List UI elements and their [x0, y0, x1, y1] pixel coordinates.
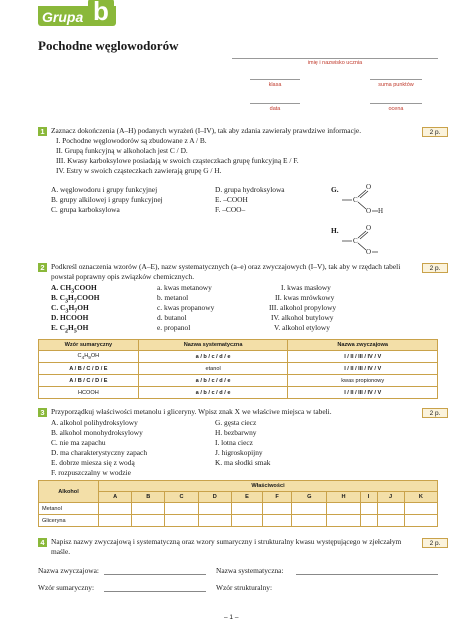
col-letter: B — [132, 492, 165, 503]
table-cell[interactable] — [198, 515, 231, 527]
table-cell[interactable] — [263, 515, 292, 527]
q1-option[interactable]: C. grupa karboksylowa — [51, 205, 120, 214]
col-letter: E — [231, 492, 262, 503]
table-cell[interactable]: I / II / III / IV / V — [288, 387, 438, 399]
col-header: Wzór sumaryczny — [39, 340, 139, 351]
q2-common-name[interactable]: II. kwas mrówkowy — [275, 293, 335, 302]
col-letter: I — [360, 492, 377, 503]
page-title: Pochodne węglowodorów — [38, 38, 179, 53]
table-cell[interactable] — [231, 503, 262, 515]
table-cell[interactable]: a / b / c / d / e — [138, 387, 288, 399]
table-cell[interactable] — [165, 515, 198, 527]
q3-table — [38, 480, 438, 527]
q4-label-sys: Nazwa systematyczna: — [216, 566, 284, 575]
question-number: 2 — [38, 263, 47, 272]
g-formula-o-top: O — [366, 183, 372, 191]
col-letter: H — [327, 492, 360, 503]
table-cell[interactable] — [360, 503, 377, 515]
table-cell[interactable] — [360, 515, 377, 527]
table-cell[interactable] — [99, 515, 132, 527]
question-number: 1 — [38, 127, 47, 136]
table-cell[interactable] — [327, 515, 360, 527]
col-header: Alkohol — [39, 481, 99, 503]
table-cell[interactable] — [292, 503, 327, 515]
q4-common-name-input[interactable] — [104, 574, 206, 575]
q2-formula[interactable]: E. $C_2H_5OH$ — [51, 323, 89, 335]
q1-option[interactable]: A. węglowodoru i grupy funkcyjnej — [51, 185, 158, 194]
table-row — [39, 363, 438, 375]
table-cell[interactable] — [377, 503, 404, 515]
group-label: Grupa — [42, 9, 84, 25]
table-cell[interactable] — [404, 503, 437, 515]
table-cell[interactable]: I / II / III / IV / V — [288, 351, 438, 363]
table-row — [39, 515, 438, 527]
page-number: – 1 – — [224, 614, 239, 621]
table-cell[interactable] — [231, 515, 262, 527]
q3-property: E. dobrze miesza się z wodą — [51, 458, 135, 467]
q3-property: I. lotna ciecz — [215, 438, 253, 447]
table-cell[interactable]: A / B / C / D / E — [39, 363, 139, 375]
q1-option[interactable]: D. grupa hydroksylowa — [215, 185, 285, 194]
table-cell[interactable] — [404, 515, 437, 527]
group-letter: b — [88, 0, 114, 26]
col-letter: F — [263, 492, 292, 503]
table-cell[interactable] — [198, 503, 231, 515]
q2-sysname[interactable]: c. kwas propanowy — [157, 303, 215, 312]
q1-option[interactable]: E. –COOH — [215, 195, 248, 204]
date-line[interactable] — [250, 103, 300, 104]
table-row — [39, 375, 438, 387]
class-label: klasa — [268, 82, 282, 88]
q2-common-name[interactable]: V. alkohol etylowy — [274, 323, 330, 332]
h-formula-o-bottom: O — [366, 248, 372, 256]
q2-common-name[interactable]: I. kwas masłowy — [281, 283, 331, 292]
grade-line[interactable] — [370, 103, 422, 104]
grade-label: ocena — [388, 106, 404, 112]
col-header: Nazwa systematyczna — [138, 340, 288, 351]
q4-formula-input[interactable] — [104, 591, 206, 592]
col-letter: D — [198, 492, 231, 503]
q2-sysname[interactable]: d. butanol — [157, 313, 187, 322]
question-number: 3 — [38, 408, 47, 417]
table-cell[interactable] — [165, 503, 198, 515]
table-row — [39, 503, 438, 515]
col-letter: G — [292, 492, 327, 503]
col-header: Nazwa zwyczajowa — [288, 340, 438, 351]
g-formula-o-bottom: O — [366, 207, 372, 215]
col-letter: C — [165, 492, 198, 503]
name-label: imię i nazwisko ucznia — [307, 60, 363, 66]
q2-sysname[interactable]: a. kwas metanowy — [157, 283, 212, 292]
q4-points: 2 p. — [422, 538, 448, 548]
q1-option[interactable]: F. –COO– — [215, 205, 246, 214]
points-sum-label: suma punktów — [378, 82, 414, 88]
table-row — [39, 387, 438, 399]
q1-statement: IV. Estry w swoich cząsteczkach zawierają grupę G / H. — [56, 166, 222, 175]
q1-option[interactable]: B. grupy alkilowej i grupy funkcyjnej — [51, 195, 163, 204]
class-line[interactable] — [250, 79, 300, 80]
q3-property: B. alkohol monohydroksylowy — [51, 428, 143, 437]
q1-statement: I. Pochodne węglowodorów są zbudowane z A / B. — [56, 136, 207, 145]
q2-common-name[interactable]: III. alkohol propylowy — [269, 303, 337, 312]
table-cell[interactable]: I / II / III / IV / V — [288, 363, 438, 375]
q2-formula[interactable]: A. $CH_3COOH$ — [51, 283, 97, 295]
table-cell[interactable] — [263, 503, 292, 515]
q1-statement: III. Kwasy karboksylowe posiadają w swoich cząsteczkach grupę funkcyjną E / F. — [56, 156, 299, 165]
h-formula-c: C — [353, 237, 358, 245]
q3-property: K. ma słodki smak — [215, 458, 271, 467]
g-formula-c: C — [353, 196, 358, 204]
q3-property: A. alkohol polihydroksylowy — [51, 418, 138, 427]
q3-property: G. gęsta ciecz — [215, 418, 257, 427]
table-cell: etanol — [138, 363, 288, 375]
table-cell[interactable] — [327, 503, 360, 515]
q2-formula[interactable]: D. HCOOH — [51, 313, 89, 322]
table-row — [39, 351, 438, 363]
q3-property: F. rozpuszczalny w wodzie — [51, 468, 131, 477]
q3-prompt: Przyporządkuj właściwości metanolu i gliceryny. Wpisz znak X we właściwe miejsca w tabeli. — [51, 407, 332, 416]
q1-option-g[interactable]: G. — [331, 185, 339, 194]
table-cell[interactable] — [132, 515, 165, 527]
table-cell: $C_4H_9OH$ — [39, 351, 139, 363]
g-formula-h: H — [378, 207, 384, 215]
h-formula-o-top: O — [366, 224, 372, 232]
date-label: data — [269, 106, 281, 112]
col-letter: J — [377, 492, 404, 503]
q4-label-common: Nazwa zwyczajowa: — [38, 566, 99, 575]
q3-property: C. nie ma zapachu — [51, 438, 106, 447]
col-letter: K — [404, 492, 437, 503]
table-cell[interactable]: a / b / c / d / e — [138, 351, 288, 363]
q4-label-structural: Wzór strukturalny: — [216, 583, 273, 592]
question-number: 4 — [38, 538, 47, 547]
table-cell[interactable] — [292, 515, 327, 527]
h-formula-bonds — [340, 226, 385, 258]
q2-sysname[interactable]: e. propanol — [157, 323, 191, 332]
q1-option-h[interactable]: H. — [331, 226, 339, 235]
name-line[interactable] — [232, 58, 438, 59]
q2-prompt: Podkreśl oznaczenia wzorów (A–E), nazw systematycznych (a–e) oraz zwyczajowych (I–V), tak aby w rzędach tabeli powstał poprawny opis związków chemicznych. — [51, 262, 401, 281]
g-formula-bonds — [340, 185, 385, 217]
row-label: Metanol — [39, 503, 99, 515]
q4-sys-name-input[interactable] — [296, 574, 438, 575]
q1-prompt: Zaznacz dokończenia (A–H) podanych wyrażeń (I–IV), tak aby zdania zawierały prawdziwe informacje. — [51, 126, 362, 135]
row-label: Gliceryna — [39, 515, 99, 527]
q2-sysname[interactable]: b. metanol — [157, 293, 189, 302]
q3-points: 2 p. — [422, 408, 448, 418]
q2-common-name[interactable]: IV. alkohol butylowy — [271, 313, 334, 322]
q4-prompt: Napisz nazwy zwyczajową i systematyczną oraz wzory sumaryczny i strukturalny kwasu występującego w zjełczałym maśle. — [51, 537, 402, 556]
table-cell[interactable]: A / B / C / D / E — [39, 375, 139, 387]
q3-property: D. ma charakterystyczny zapach — [51, 448, 148, 457]
col-letter: A — [99, 492, 132, 503]
table-cell: kwas propionowy — [288, 375, 438, 387]
col-header: Właściwości — [99, 481, 438, 492]
q1-points: 2 p. — [422, 127, 448, 137]
q2-table — [38, 339, 438, 399]
points-sum-line[interactable] — [370, 79, 422, 80]
q2-formula[interactable]: B. $C_3H_7COOH$ — [51, 293, 100, 305]
q3-property: H. bezbarwny — [215, 428, 257, 437]
table-cell[interactable]: a / b / c / d / e — [138, 375, 288, 387]
q2-formula[interactable]: C. $C_3H_7OH$ — [51, 303, 89, 315]
table-cell: HCOOH — [39, 387, 139, 399]
q2-points: 2 p. — [422, 263, 448, 273]
q4-label-formula: Wzór sumaryczny: — [38, 583, 95, 592]
table-cell[interactable] — [99, 503, 132, 515]
table-cell[interactable] — [377, 515, 404, 527]
q3-property: J. higroskopijny — [215, 448, 263, 457]
q1-statement: II. Grupą funkcyjną w alkoholach jest C / D. — [56, 146, 188, 155]
table-cell[interactable] — [132, 503, 165, 515]
